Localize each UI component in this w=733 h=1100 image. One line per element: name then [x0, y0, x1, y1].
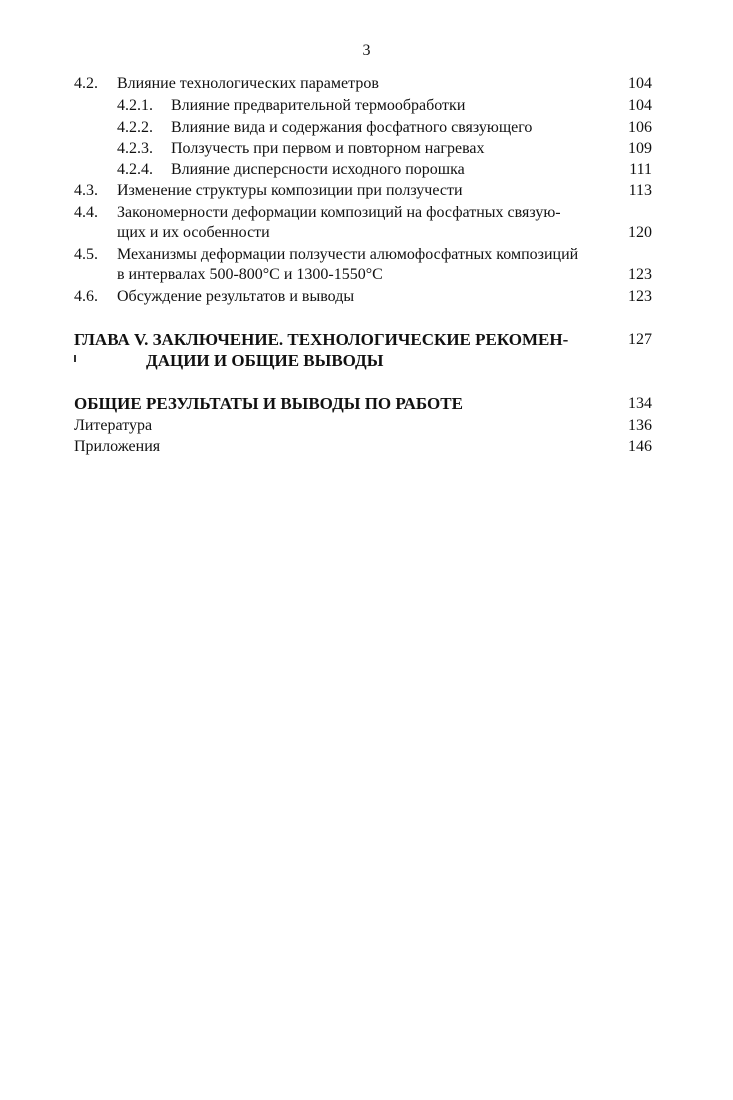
- toc-entry-page: 104: [628, 97, 652, 114]
- general-results-title: ОБЩИЕ РЕЗУЛЬТАТЫ И ВЫВОДЫ ПО РАБОТЕ: [74, 394, 463, 413]
- toc-entry-number: 4.3.: [74, 182, 98, 199]
- toc-entry-page: 111: [629, 161, 652, 178]
- toc-entry-title: Закономерности деформации композиций на фосфатных связую-: [117, 204, 561, 221]
- toc-entry-title: Влияние дисперсности исходного порошка: [171, 161, 465, 178]
- toc-entry-number: 4.2.2.: [117, 119, 153, 136]
- page-number: 3: [362, 42, 371, 59]
- toc-entry-page: 104: [628, 75, 652, 92]
- chapter-5-page: 127: [628, 331, 652, 348]
- toc-entry-title: Ползучесть при первом и повторном нагревах: [171, 140, 485, 157]
- toc-entry-title: Влияние предварительной термообработки: [171, 97, 466, 114]
- toc-entry-number: 4.2.: [74, 75, 98, 92]
- toc-entry-page: 123: [628, 266, 652, 283]
- scan-artifact-mark: [74, 355, 76, 362]
- toc-entry-number: 4.4.: [74, 204, 98, 221]
- toc-entry-page: 106: [628, 119, 652, 136]
- literature-title: Литература: [74, 417, 153, 434]
- toc-entry-page: 113: [628, 182, 652, 199]
- toc-entry-title: Обсуждение результатов и выводы: [117, 288, 355, 305]
- toc-entry-page: 109: [628, 140, 652, 157]
- toc-entry-page: 120: [628, 224, 652, 241]
- appendices-page: 146: [628, 438, 652, 455]
- toc-entry-number: 4.6.: [74, 288, 98, 305]
- toc-entry-title: Влияние вида и содержания фосфатного связующего: [171, 119, 533, 136]
- toc-entry-title: Механизмы деформации ползучести алюмофосфатных композиций: [117, 246, 579, 263]
- toc-entry-number: 4.2.4.: [117, 161, 153, 178]
- general-results-page: 134: [628, 395, 652, 412]
- toc-entry-title-continued: щих и их особенности: [117, 224, 270, 241]
- toc-entry-title-continued: в интервалах 500-800°С и 1300-1550°С: [117, 266, 383, 283]
- toc-entry-title: Изменение структуры композиции при ползучести: [117, 182, 463, 199]
- toc-entry-title: Влияние технологических параметров: [117, 75, 379, 92]
- toc-entry-number: 4.2.1.: [117, 97, 153, 114]
- literature-page: 136: [628, 417, 652, 434]
- toc-entry-number: 4.2.3.: [117, 140, 153, 157]
- toc-entry-4-5: [74, 245, 652, 287]
- chapter-5-title-continued: ДАЦИИ И ОБЩИЕ ВЫВОДЫ: [146, 351, 384, 370]
- chapter-5-title: ГЛАВА V. ЗАКЛЮЧЕНИЕ. ТЕХНОЛОГИЧЕСКИЕ РЕКОМЕН-: [74, 330, 569, 349]
- toc-entry-number: 4.5.: [74, 246, 98, 263]
- toc-chapter-5: [74, 330, 652, 374]
- toc-entry-4-4: [74, 203, 652, 245]
- toc-entry-page: 123: [628, 288, 652, 305]
- appendices-title: Приложения: [74, 438, 161, 455]
